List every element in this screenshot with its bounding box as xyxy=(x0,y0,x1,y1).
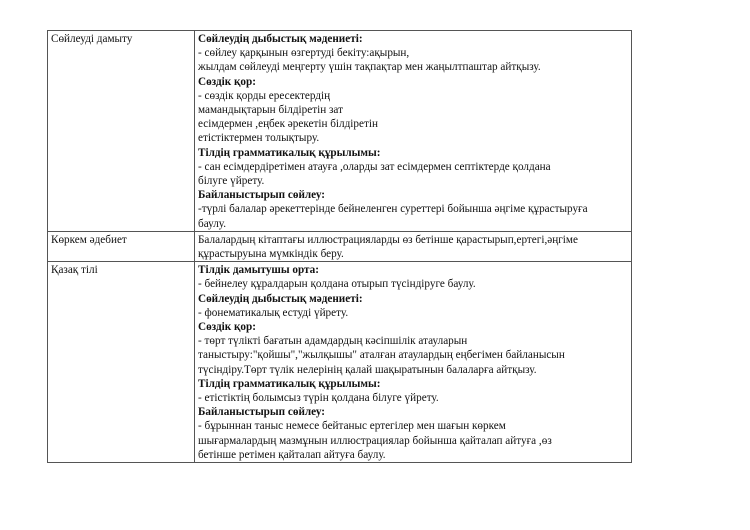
row-content xyxy=(195,31,632,232)
row-label: Сөйлеуді дамыту xyxy=(48,31,195,232)
text-line: құрастыруына мүмкіндік беру. xyxy=(198,248,344,261)
section-heading: Тілдік дамытушы орта: xyxy=(198,264,320,277)
row-label: Көркем әдебиет xyxy=(48,231,195,261)
section-heading: Сөйлеудің дыбыстық мәдениеті: xyxy=(198,33,363,45)
section-heading: Тілдің грамматикалық құрылымы: xyxy=(198,377,381,390)
section-heading: Сөздік қор: xyxy=(198,75,256,88)
text-line: - сөйлеу қарқынын өзгертуді бекіту:ақырын, xyxy=(198,47,410,60)
section-heading: Байланыстырып сөйлеу: xyxy=(198,406,326,419)
text-line: есімдермен ,еңбек әрекетін білдіретін xyxy=(198,118,378,131)
text-line: - бұрыннан таныс немесе бейтаныс ертегілер мен шағын көркем xyxy=(198,420,506,433)
table-row xyxy=(48,231,632,261)
text-line: түсіндіру.Төрт түлік нелерінің қалай шақыратынын балаларға айтқызу. xyxy=(198,363,537,376)
curriculum-table xyxy=(47,30,632,463)
section-heading: Сөздік қор: xyxy=(198,321,256,334)
text-line: етістіктермен толықтыру. xyxy=(198,132,320,145)
text-line: білуге үйрету. xyxy=(198,175,265,188)
text-line: -түрлі балалар әрекеттерінде бейнеленген суреттері бойынша әңгіме құрастыруға xyxy=(198,203,588,216)
text-line: Балалардың кітаптағы иллюстрацияларды өз бетінше қарастырып,ертегі,әңгіме xyxy=(198,233,578,246)
text-line: мамандықтарын білдіретін зат xyxy=(198,104,343,117)
text-line: - төрт түлікті бағатын адамдардың кәсіпшілік атауларын xyxy=(198,335,468,348)
text-line: - бейнелеу құралдарын қолдана отырып түсіндіруге баулу. xyxy=(198,278,476,291)
table-row xyxy=(48,31,632,232)
text-line: - фонематикалық естуді үйрету. xyxy=(198,306,349,319)
section-heading: Сөйлеудің дыбыстық мәдениеті: xyxy=(198,292,363,305)
row-content xyxy=(195,231,632,261)
table-body xyxy=(48,31,632,463)
text-line: - етістіктің болымсыз түрін қолдана білуге үйрету. xyxy=(198,392,439,405)
row-label: Қазақ тілі xyxy=(48,262,195,463)
section-heading: Тілдің грамматикалық құрылымы: xyxy=(198,146,381,159)
text-line: таныстыру:"қойшы","жылқышы" аталған атаулардың еңбегімен байланысын xyxy=(198,349,565,362)
text-line: - сөздік қорды ересектердің xyxy=(198,89,331,102)
text-line: шығармалардың мазмұнын иллюстрациялар бойынша қайталап айтуға ,өз xyxy=(198,434,552,447)
text-line: бетінше ретімен қайталап айтуға баулу. xyxy=(198,448,386,461)
text-line: - сан есімдердіретімен атауға ,оларды зат есімдермен септіктерде қолдана xyxy=(198,160,551,173)
row-content xyxy=(195,262,632,463)
text-line: жылдам сөйлеуді меңгерту үшін тақпақтар мен жаңылтпаштар айтқызу. xyxy=(198,61,541,74)
text-line: баулу. xyxy=(198,217,227,230)
section-heading: Байланыстырып сөйлеу: xyxy=(198,189,326,202)
table-row xyxy=(48,262,632,463)
